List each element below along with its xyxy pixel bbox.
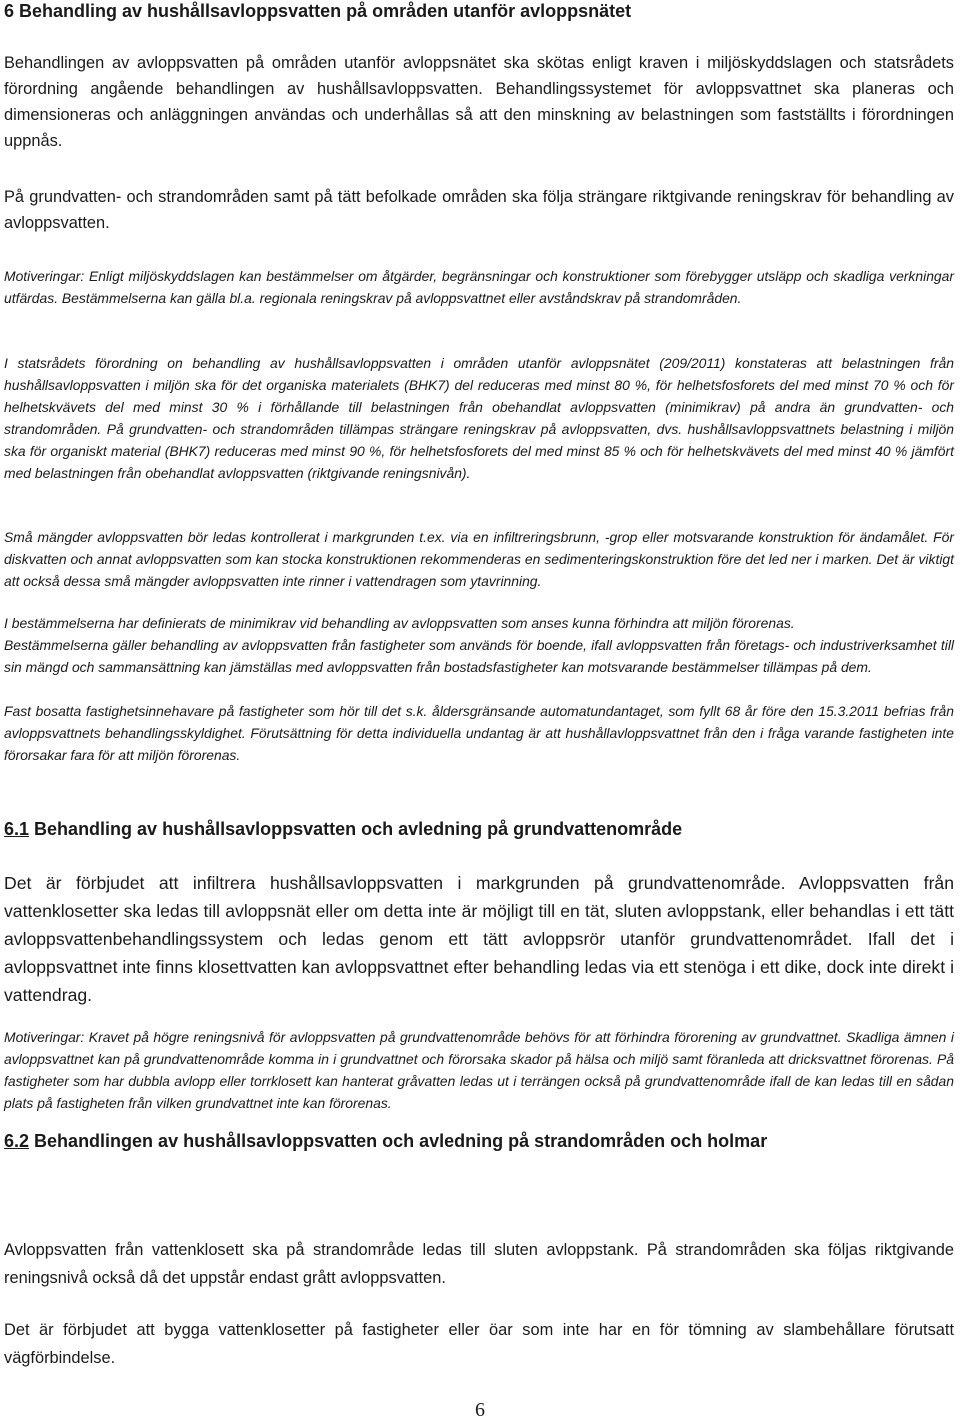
section-6-2-paragraph-1: Avloppsvatten från vattenklosett ska på strandområde ledas till sluten avloppstank. På strandområden ska följas riktgivande reningsnivå också då det uppstår endast grått avloppsvatten.: [4, 1241, 954, 1287]
page-number: 6: [475, 1399, 485, 1421]
section-title: Behandlingen av hushållsavloppsvatten och avledning på strandområden och holmar: [34, 1131, 768, 1151]
section-number: 6.2: [4, 1131, 30, 1151]
section-6-motivation-3: Små mängder avloppsvatten bör ledas kontrollerat i markgrunden t.ex. via en infiltreringsbrunn, -grop eller motsvarande konstruktion för ändamålet. För diskvatten och annat avloppsvatten som kan stocka konstruktionen rekommenderas en sedimenteringskonstruktion före det led ner i marken. Det är viktigt att också dessa små mängder avloppsvatten inte rinner i vattendragen som ytavrinning.: [4, 529, 954, 589]
section-6-1-paragraph-1: Det är förbjudet att infiltrera hushållsavloppsvatten i markgrunden på grundvattenområde. Avloppsvatten från vattenklosetter ska ledas till avloppsnät eller om detta inte är möjligt till en tät, sluten avloppstank, eller behandlas i ett tätt avloppsvattenbehandlingssystem och ledas genom ett tätt avloppsrör utanför grundvattenområdet. Ifall det i avloppsvattnet inte finns klosettvatten kan avloppsvattnet efter behandling ledas via ett stenöga i ett dike, dock inte direkt i vattendrag.: [4, 873, 954, 1005]
section-number: 6.1: [4, 819, 30, 839]
section-title: Behandling av hushållsavloppsvatten och avledning på grundvattenområde: [34, 819, 683, 839]
section-6-paragraph-2: På grundvatten- och strandområden samt på tätt befolkade områden ska följa strängare riktgivande reningskrav för behandling av avloppsvatten.: [4, 188, 954, 232]
section-6-heading: 6 Behandling av hushållsavloppsvatten på områden utanför avloppsnätet: [4, 1, 632, 21]
section-6-1-heading: [4, 818, 954, 840]
section-6-motivation-6: Fast bosatta fastighetsinnehavare på fastigheter som hör till det s.k. åldersgränsande automatundantaget, som fyllt 68 år före den 15.3.2011 befrias från avloppsvattnets behandlingsskyldighet. Förutsättning för detta individuella undantag är att hushållavloppsvattnet från den i fråga varande fastigheten inte förorsakar fara för att miljön förorenas.: [4, 703, 954, 763]
section-6-paragraph-1: Behandlingen av avloppsvatten på områden utanför avloppsnätet ska skötas enligt kraven i miljöskyddslagen och statsrådets förordning angående behandlingen av hushållsavloppsvatten. Behandlingssystemet för avloppsvattnet ska planeras och dimensioneras och anläggningen användas och underhållas så att den minskning av belastningen som fastställts i förordningen uppnås.: [4, 54, 954, 150]
section-6-1-motivation: Motiveringar: Kravet på högre reningsnivå för avloppsvatten på grundvattenområde behövs för att förhindra förorening av grundvattnet. Skadliga ämnen i avloppsvattnet kan på grundvattenområde komma in i grundvattnet och förorsaka skador på hälsa och miljö samt föranleda att dricksvattnet förorenas. På fastigheter som har dubbla avlopp eller torrklosett kan hanterat gråvatten ledas ut i terrängen också på grundvattenområde ifall de kan ledas till en sådan plats på fastigheten från vilken grundvattnet inte kan förorenas.: [4, 1029, 954, 1111]
section-6-motivation-5: Bestämmelserna gäller behandling av avloppsvatten från fastigheter som används för boende, ifall avloppsvatten från företags- och industriverksamhet till sin mängd och sammansättning kan jämställas med avloppsvatten från bostadsfastigheter kan motsvarande bestämmelser tillämpas på dem.: [4, 637, 954, 675]
section-6-motivation-4: I bestämmelserna har definierats de minimikrav vid behandling av avloppsvatten som anses kunna förhindra att miljön förorenas.: [4, 615, 795, 631]
section-6-motivation-2: I statsrådets förordning on behandling av hushållsavloppsvatten i områden utanför avloppsnätet (209/2011) konstateras att belastningen från hushållsavloppsvatten i miljön ska för det organiska materialets (BHK7) del reduceras med minst 80 %, för helhetsfosforets del med minst 70 % och för helhetskvävets del med minst 30 % i förhållande till belastningen från obehandlat avloppsvatten (minimikrav) på andra än grundvatten- och strandområden. På grundvatten- och strandområden tillämpas strängare reningskrav på avloppsvatten, dvs. hushållsavloppsvattnets belastning i miljön ska för organiskt material (BHK7) reduceras med minst 90 %, för helhetsfosforets del med minst 85 % och för helhetskvävets del med minst 40 % jämfört med belastningen från obehandlat avloppsvatten (riktgivande reningsnivån).: [4, 355, 954, 481]
section-6-2-paragraph-2: Det är förbjudet att bygga vattenklosetter på fastigheter eller öar som inte har en för tömning av slambehållare förutsatt vägförbindelse.: [4, 1321, 954, 1367]
section-6-2-heading: [4, 1130, 954, 1152]
section-6-motivation-1: Motiveringar: Enligt miljöskyddslagen kan bestämmelser om åtgärder, begränsningar och konstruktioner som förebygger utsläpp och skadliga verkningar utfärdas. Bestämmelserna kan gälla bl.a. regionala reningskrav på avloppsvattnet eller avståndskrav på strandområden.: [4, 268, 954, 306]
